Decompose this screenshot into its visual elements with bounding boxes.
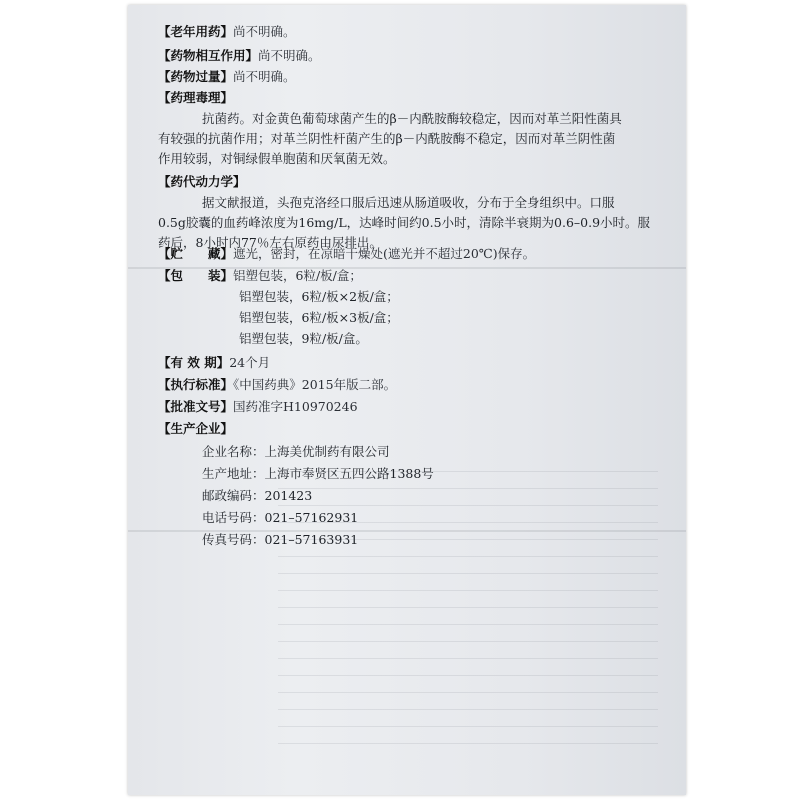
section-value: 尚不明确。 [233,69,296,84]
packaging-line: 铝塑包装，6粒/板/盒； [233,268,362,283]
section-packaging-heading [158,267,362,285]
section-value: 尚不明确。 [233,24,296,39]
packaging-line: 铝塑包装，9粒/板/盒。 [239,331,368,346]
manufacturer-postcode: 邮政编码：201423 [202,488,313,503]
paragraph-line: 有较强的抗菌作用；对革兰阴性杆菌产生的β－内酰胺酶不稳定，因而对革兰阴性菌 [158,131,616,146]
paragraph-line: 据文献报道，头孢克洛经口服后迅速从肠道吸收，分布于全身组织中。口服 [202,195,615,210]
section-label: 【老年用药】 [158,24,234,39]
section-label: 【批准文号】 [158,399,234,414]
paragraph-line: 作用较弱，对铜绿假单胞菌和厌氧菌无效。 [158,151,396,166]
section-standard [158,376,396,394]
section-approval [158,398,358,416]
paragraph-line: 0.5g胶囊的血药峰浓度为16mg/L，达峰时间约0.5小时，清除半衰期为0.6–0.9小时。服 [158,215,651,230]
drug-leaflet-sheet [128,5,686,795]
manufacturer-phone: 电话号码：021–57162931 [202,510,359,525]
section-value: 24个月 [229,355,271,370]
section-overdose [158,68,296,86]
section-value: 尚不明确。 [258,48,321,63]
section-value: 国药准字H10970246 [233,399,358,414]
section-manufacturer-heading [158,420,233,438]
section-pharmacokinetics-heading [158,173,246,191]
manufacturer-address: 生产地址：上海市奉贤区五四公路1388号 [202,466,434,481]
section-validity [158,354,270,372]
section-label: 【药代动力学】 [158,174,246,189]
paragraph-line: 抗菌药。对金黄色葡萄球菌产生的β－内酰胺酶较稳定，因而对革兰阳性菌具 [202,111,622,126]
section-storage [158,245,535,263]
section-label: 【执行标准】 [158,377,234,392]
section-interaction [158,47,321,65]
section-label: 【有 效 期】 [158,355,230,370]
paragraph-line: 药后，8小时内77％左右原药由尿排出。 [158,235,382,250]
section-elderly [158,23,296,41]
section-value: 遮光，密封，在凉暗干燥处(遮光并不超过20℃)保存。 [233,246,536,261]
packaging-line: 铝塑包装，6粒/板×3板/盒； [239,310,399,325]
section-label: 【药物相互作用】 [158,48,259,63]
section-pharmacokinetics-body [158,193,650,253]
section-label: 【包 装】 [158,268,234,283]
section-label: 【贮 藏】 [158,246,234,261]
section-pharmacology-body [158,109,622,169]
section-value: 《中国药典》2015年版二部。 [233,377,397,392]
section-label: 【药理毒理】 [158,90,234,105]
section-label: 【生产企业】 [158,421,234,436]
section-pharmacology-heading [158,89,233,107]
bleed-through-texture [278,455,658,755]
packaging-line: 铝塑包装，6粒/板×2板/盒； [239,289,399,304]
section-label: 【药物过量】 [158,69,234,84]
manufacturer-fax: 传真号码：021–57163931 [202,532,359,547]
manufacturer-name: 企业名称：上海美优制药有限公司 [202,444,390,459]
